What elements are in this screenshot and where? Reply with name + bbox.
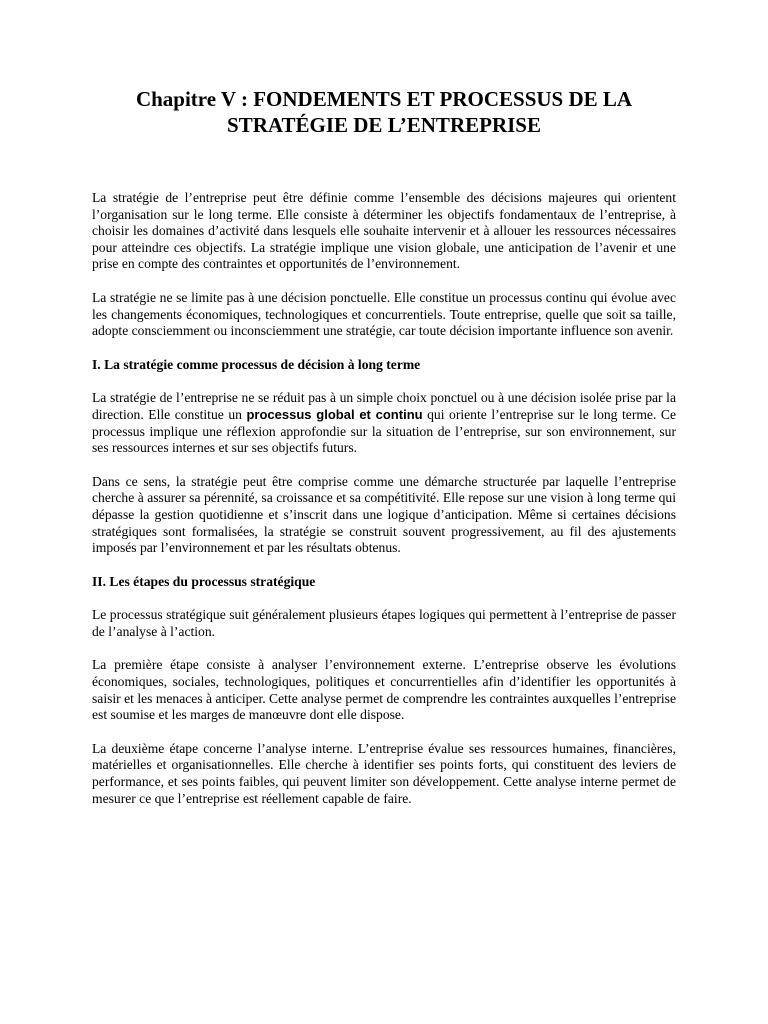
intro-paragraph-2: La stratégie ne se limite pas à une décision ponctuelle. Elle constitue un processus continu qui évolue avec les changements économiques, technologiques et concurrentiels. Toute entreprise, quelle que soit sa taille, adopte consciemment ou inconsciemment une stratégie, car toute décision importante influence son avenir. bbox=[92, 289, 676, 339]
section-1-paragraph-2: Dans ce sens, la stratégie peut être comprise comme une démarche structurée par laquelle l’entreprise cherche à assurer sa pérennité, sa croissance et sa compétitivité. Elle repose sur une vision à long terme qui dépasse la gestion quotidienne et s’inscrit dans une logique d’anticipation. Même si certaines décisions stratégiques sont formalisées, la stratégie se construit souvent progressivement, au fil des ajustements imposés par l’environnement et par les résultats obtenus. bbox=[92, 473, 676, 556]
section-2-paragraph-2: La première étape consiste à analyser l’environnement externe. L’entreprise observe les évolutions économiques, sociales, technologiques, politiques et concurrentielles afin d’identifier les opportunités à saisir et les menaces à anticiper. Cette analyse permet de comprendre les contraintes auxquelles l’entreprise est soumise et les marges de manœuvre dont elle dispose. bbox=[92, 657, 676, 723]
document-body bbox=[92, 190, 676, 807]
section-2-paragraph-1: Le processus stratégique suit généralement plusieurs étapes logiques qui permettent à l’entreprise de passer de l’analyse à l’action. bbox=[92, 607, 676, 639]
page-title bbox=[92, 86, 676, 138]
section-1-paragraph-1 bbox=[92, 390, 676, 456]
section-1-p1-text-after: qui oriente l’entreprise sur le long terme. Ce processus implique une réflexion approfondie sur la situation de l’entreprise, sur son environnement, sur ses ressources internes et sur ses objectifs futurs. bbox=[92, 406, 677, 456]
title-line-1: Chapitre V : FONDEMENTS ET PROCESSUS DE LA bbox=[135, 87, 633, 111]
intro-paragraph-1: La stratégie de l’entreprise peut être définie comme l’ensemble des décisions majeures qui orientent l’organisation sur le long terme. Elle consiste à déterminer les objectifs fondamentaux de l’entreprise, à choisir les domaines d’activité dans lesquels elle souhaite intervenir et à allouer les ressources nécessaires pour atteindre ces objectifs. La stratégie implique une vision globale, une anticipation de l’avenir et une prise en compte des contraintes et opportunités de l’environnement. bbox=[92, 190, 676, 272]
section-1-p1-text-before: La stratégie de l’entreprise ne se réduit pas à un simple choix ponctuel ou à une décision isolée prise par la direction. Elle constitue un bbox=[92, 390, 676, 422]
section-2-heading: II. Les étapes du processus stratégique bbox=[92, 573, 316, 589]
section-1-p1-bold-phrase: processus global et continu bbox=[246, 406, 423, 422]
title-line-2: STRATÉGIE DE L’ENTREPRISE bbox=[227, 113, 541, 137]
section-1-heading: I. La stratégie comme processus de décision à long terme bbox=[92, 356, 421, 372]
section-2-paragraph-3: La deuxième étape concerne l’analyse interne. L’entreprise évalue ses ressources humaines, financières, matérielles et organisationnelles. Elle cherche à identifier ses points forts, qui constituent des leviers de performance, et ses points faibles, qui peuvent limiter son développement. Cette analyse interne permet de mesurer ce que l’entreprise est réellement capable de faire. bbox=[92, 740, 676, 806]
